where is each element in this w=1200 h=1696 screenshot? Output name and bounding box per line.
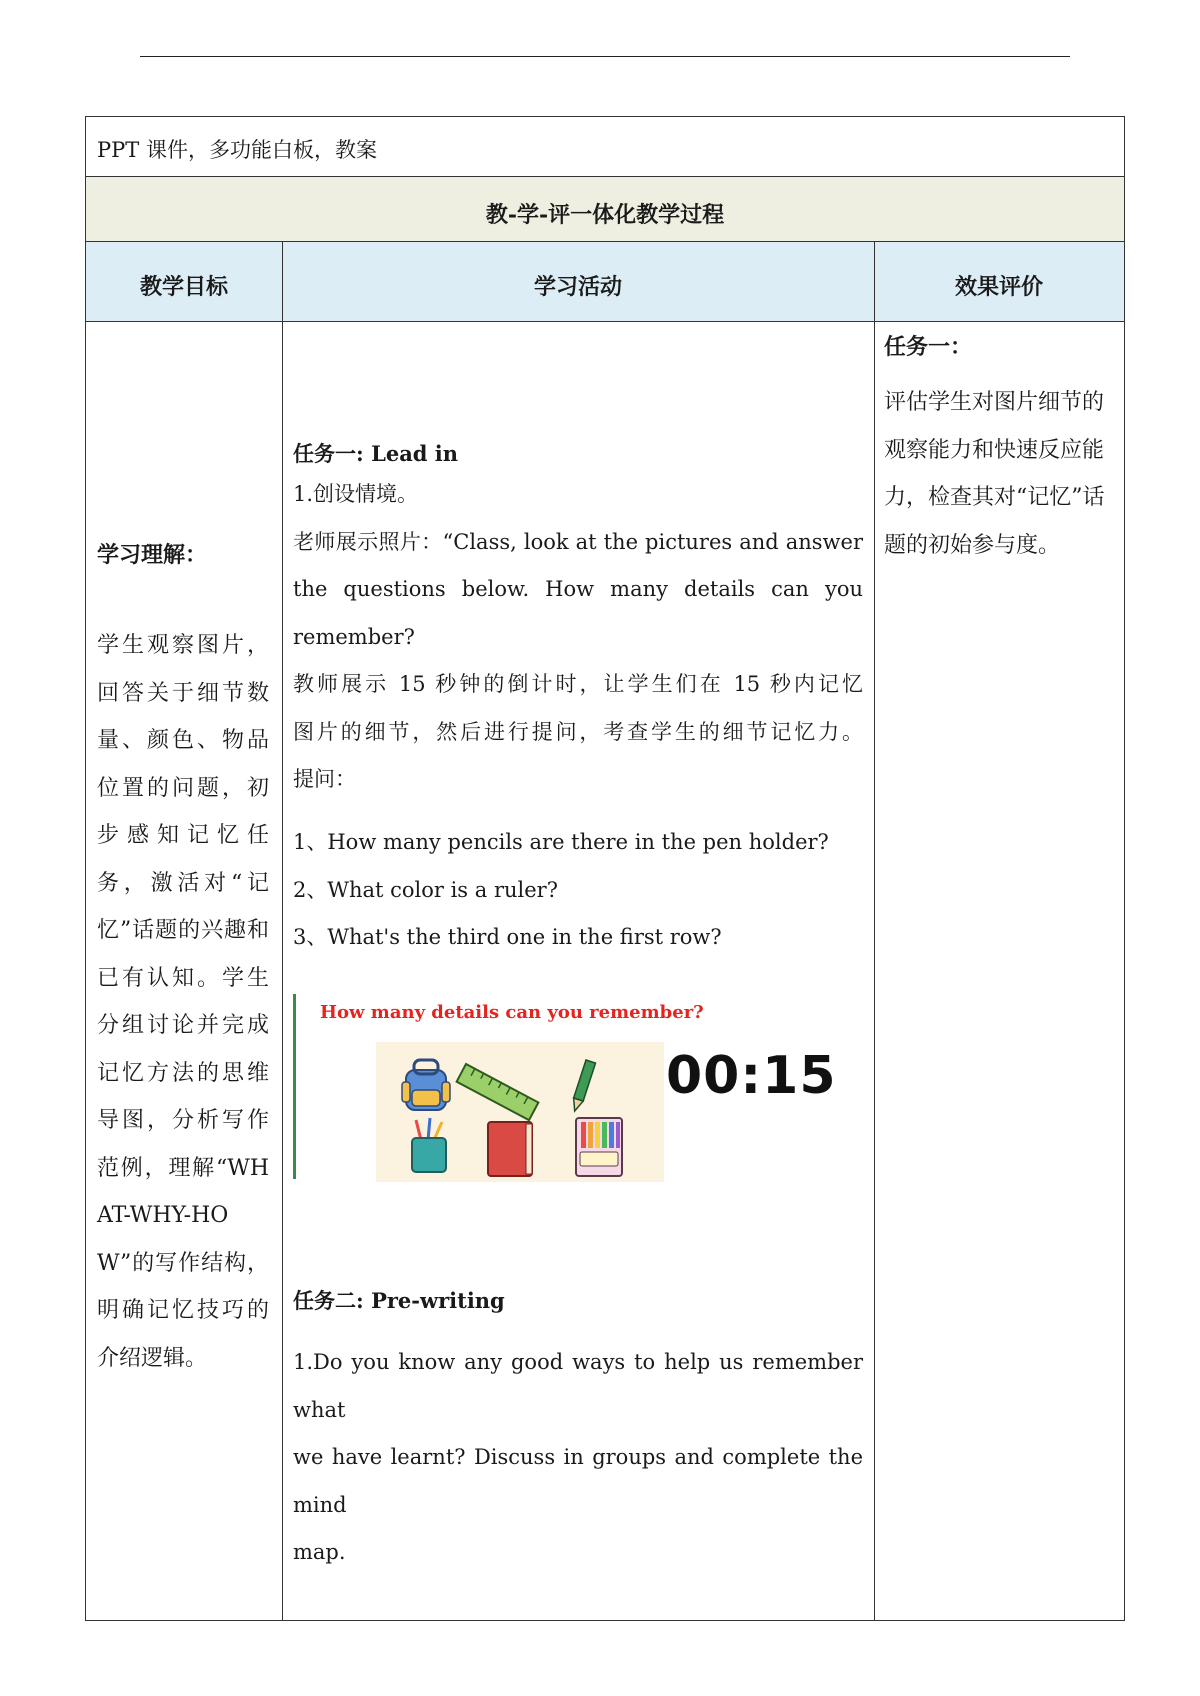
- evaluation-title: 任务一：: [884, 334, 973, 360]
- question-item: 2、What color is a ruler?: [293, 877, 558, 902]
- photo-intro-line1: 老师展示照片：“Class, look at the pictures and answer: [293, 529, 863, 554]
- banner-row: [86, 177, 1124, 242]
- book-icon: [488, 1122, 532, 1176]
- question-item: 1、How many pencils are there in the pen holder?: [293, 830, 829, 854]
- countdown-line1: 教师展示 15 秒钟的倒计时，让学生们在 15 秒内记忆: [293, 672, 863, 696]
- lesson-table: [85, 116, 1125, 1621]
- step1-text: 1.创设情境。: [293, 482, 419, 506]
- process-banner: 教-学-评一体化教学过程: [485, 202, 725, 228]
- question-list: [293, 819, 863, 962]
- stationery-illustration: [376, 1042, 664, 1182]
- materials-row: [86, 117, 1124, 177]
- memory-slide-figure: [293, 994, 863, 1186]
- task2-line2: we have learnt? Discuss in groups and complete the mind: [293, 1445, 863, 1517]
- objectives-body: 学生观察图片，回答关于细节数量、颜色、物品位置的问题，初步感知记忆任务，激活对“记忆”话题的兴趣和已有认知。学生分组讨论并完成记忆方法的思维导图，分析写作范例，理解“WHAT-WHY-HOW”的写作结构，明确记忆技巧的介绍逻辑。: [97, 633, 269, 1371]
- task2-title: 任务二: Pre-writing: [293, 1288, 505, 1313]
- header-row: [86, 242, 1124, 322]
- task2-line3: map.: [293, 1540, 346, 1564]
- figure-title: How many details can you remember?: [320, 1002, 704, 1023]
- photo-intro-line2: the questions below. How many details can you: [293, 577, 863, 601]
- ask-label: 提问：: [293, 767, 356, 791]
- header-rule: [140, 56, 1070, 57]
- evaluation-body: 评估学生对图片细节的观察能力和快速反应能力，检查其对“记忆”话题的初始参与度。: [884, 390, 1105, 558]
- colour-pens-icon: [576, 1118, 622, 1176]
- materials-text: PPT 课件，多功能白板，教案: [97, 138, 377, 162]
- pen-holder-icon: [412, 1118, 446, 1172]
- content-row: [86, 322, 1124, 1620]
- pencil-icon: [570, 1060, 596, 1113]
- objectives-title: 学习理解：: [97, 542, 208, 568]
- figure-accent-bar: [293, 994, 296, 1179]
- countdown-line2: 图片的细节，然后进行提问，考查学生的细节记忆力。: [293, 719, 863, 744]
- backpack-icon: [402, 1060, 450, 1110]
- photo-intro-line3: remember?: [293, 624, 415, 649]
- task2-line1: 1.Do you know any good ways to help us remember what: [293, 1350, 863, 1422]
- task1-body: [293, 471, 863, 804]
- header-objectives: 教学目标: [139, 274, 228, 300]
- header-evaluation: 效果评价: [954, 274, 1043, 300]
- header-activities: 学习活动: [533, 274, 622, 300]
- task2-body: [293, 1339, 863, 1577]
- task1-title: 任务一: Lead in: [293, 441, 459, 466]
- question-item: 3、What's the third one in the first row?: [293, 925, 722, 949]
- ruler-icon: [457, 1064, 539, 1120]
- countdown-timer: 00:15: [666, 1046, 837, 1106]
